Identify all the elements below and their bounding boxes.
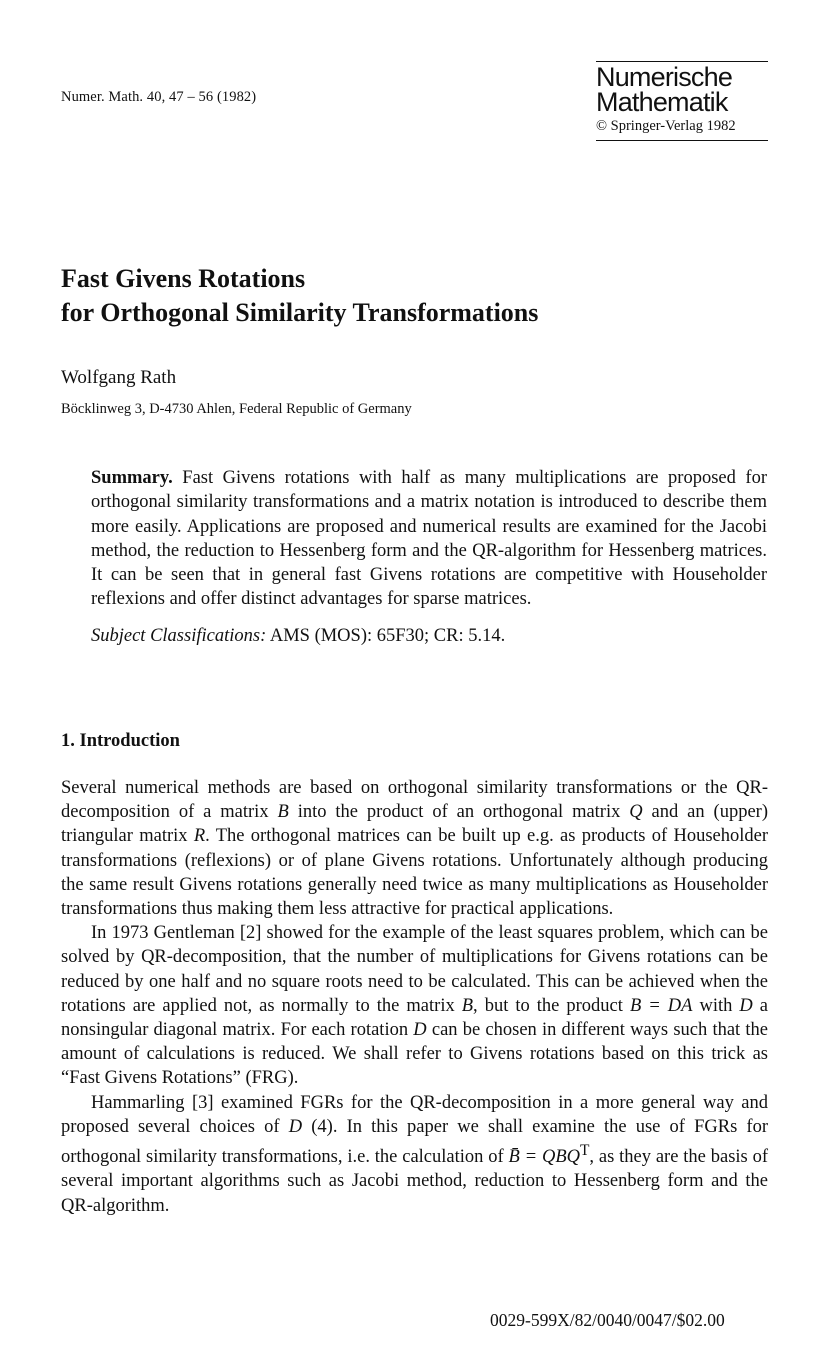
math-variable: D [288,1116,303,1137]
math-variable: Q [629,802,643,823]
article-code: 0029-599X/82/0040/0047/$02.00 [490,1310,725,1330]
classifications-text: AMS (MOS): 65F30; CR: 5.14. [269,625,506,646]
journal-citation: Numer. Math. 40, 47 – 56 (1982) [61,89,257,105]
text-run: with [692,995,740,1016]
text-run: , but to the product [473,995,630,1016]
summary-label: Summary. [91,468,173,488]
math-variable: R [193,826,206,847]
math-expression: B̄ = QBQ [508,1147,580,1168]
journal-name-line1: Numerische [596,62,733,92]
journal-name-line2: Mathematik [596,87,728,117]
text-run: (4). In this paper we shall examine the use of FGRs for orthogonal similarity transformations, i.e. the calculation of [61,1116,768,1168]
paper-title-line1: Fast Givens Rotations [61,264,306,293]
body-text [61,776,768,1218]
math-variable: D [413,1020,427,1041]
classifications-label: Subject Classifications: [91,625,267,646]
publisher-copyright: © Springer-Verlag 1982 [596,118,736,134]
summary-text: Fast Givens rotations with half as many multiplications are proposed for orthogonal similarity transformations and a matrix notation is introduced to describe them more easily. Applications are proposed and numerical results are examined for the Jacobi method, the reduction to Hessenberg form and the QR-algorithm for Hessenberg matrices. It can be seen that in general fast Givens rotations are competitive with Householder reflexions and offer distinct advantages for sparse matrices. [91,468,767,610]
subject-classifications [91,624,767,648]
masthead-bottom-rule [596,140,768,141]
text-run: into the product of an orthogonal matrix [288,802,630,823]
math-variable: D [739,995,753,1016]
text-run: and an (upper) triangular matrix [61,802,768,847]
journal-masthead [596,61,768,141]
math-expression: B = DA [629,995,693,1016]
intro-paragraph-2 [61,921,768,1090]
math-superscript: T [580,1142,590,1160]
author-name: Wolfgang Rath [61,367,177,388]
section-heading: 1. Introduction [61,731,180,751]
text-run: Hammarling [3] examined FGRs for the QR-decomposition in a more general way and proposed several choices of [61,1092,768,1137]
text-run: , as they are the basis of several important algorithms such as Jacobi method, reduction to Hessenberg form and the QR-algorithm. [61,1147,768,1216]
math-variable: B [277,802,289,823]
abstract [91,466,767,648]
text-run: can be chosen in different ways such that the amount of calculations is reduced. We shall refer to Givens rotations based on this trick as “Fast Givens Rotations” (FRG). [61,1020,768,1089]
text-run: a nonsingular diagonal matrix. For each rotation [61,995,768,1041]
math-variable: B [461,995,474,1016]
author-affiliation: Böcklinweg 3, D-4730 Ahlen, Federal Republic of Germany [61,401,412,417]
text-run: . The orthogonal matrices can be built up e.g. as products of Householder transformations (reflexions) or of plane Givens rotations. Unfortunately although producing the same result Givens rotations generally need twice as many multiplications as Householder transformations thus making them less attractive for practical applications. [61,826,768,920]
summary-paragraph [91,466,767,612]
intro-paragraph-3 [61,1091,768,1218]
text-run: In 1973 Gentleman [2] showed for the example of the least squares problem, which can be solved by QR-decomposition, that the number of multiplications for Givens rotations can be reduced by one half and no square roots need to be calculated. This can be achieved when the rotations are applied not, as normally to the matrix [61,923,768,1016]
journal-name [596,62,768,117]
intro-paragraph-1 [61,776,768,921]
text-run: Several numerical methods are based on orthogonal similarity transformations or the QR-decomposition of a matrix [61,778,768,823]
paper-title [61,262,538,330]
paper-title-line2: for Orthogonal Similarity Transformations [61,298,539,327]
